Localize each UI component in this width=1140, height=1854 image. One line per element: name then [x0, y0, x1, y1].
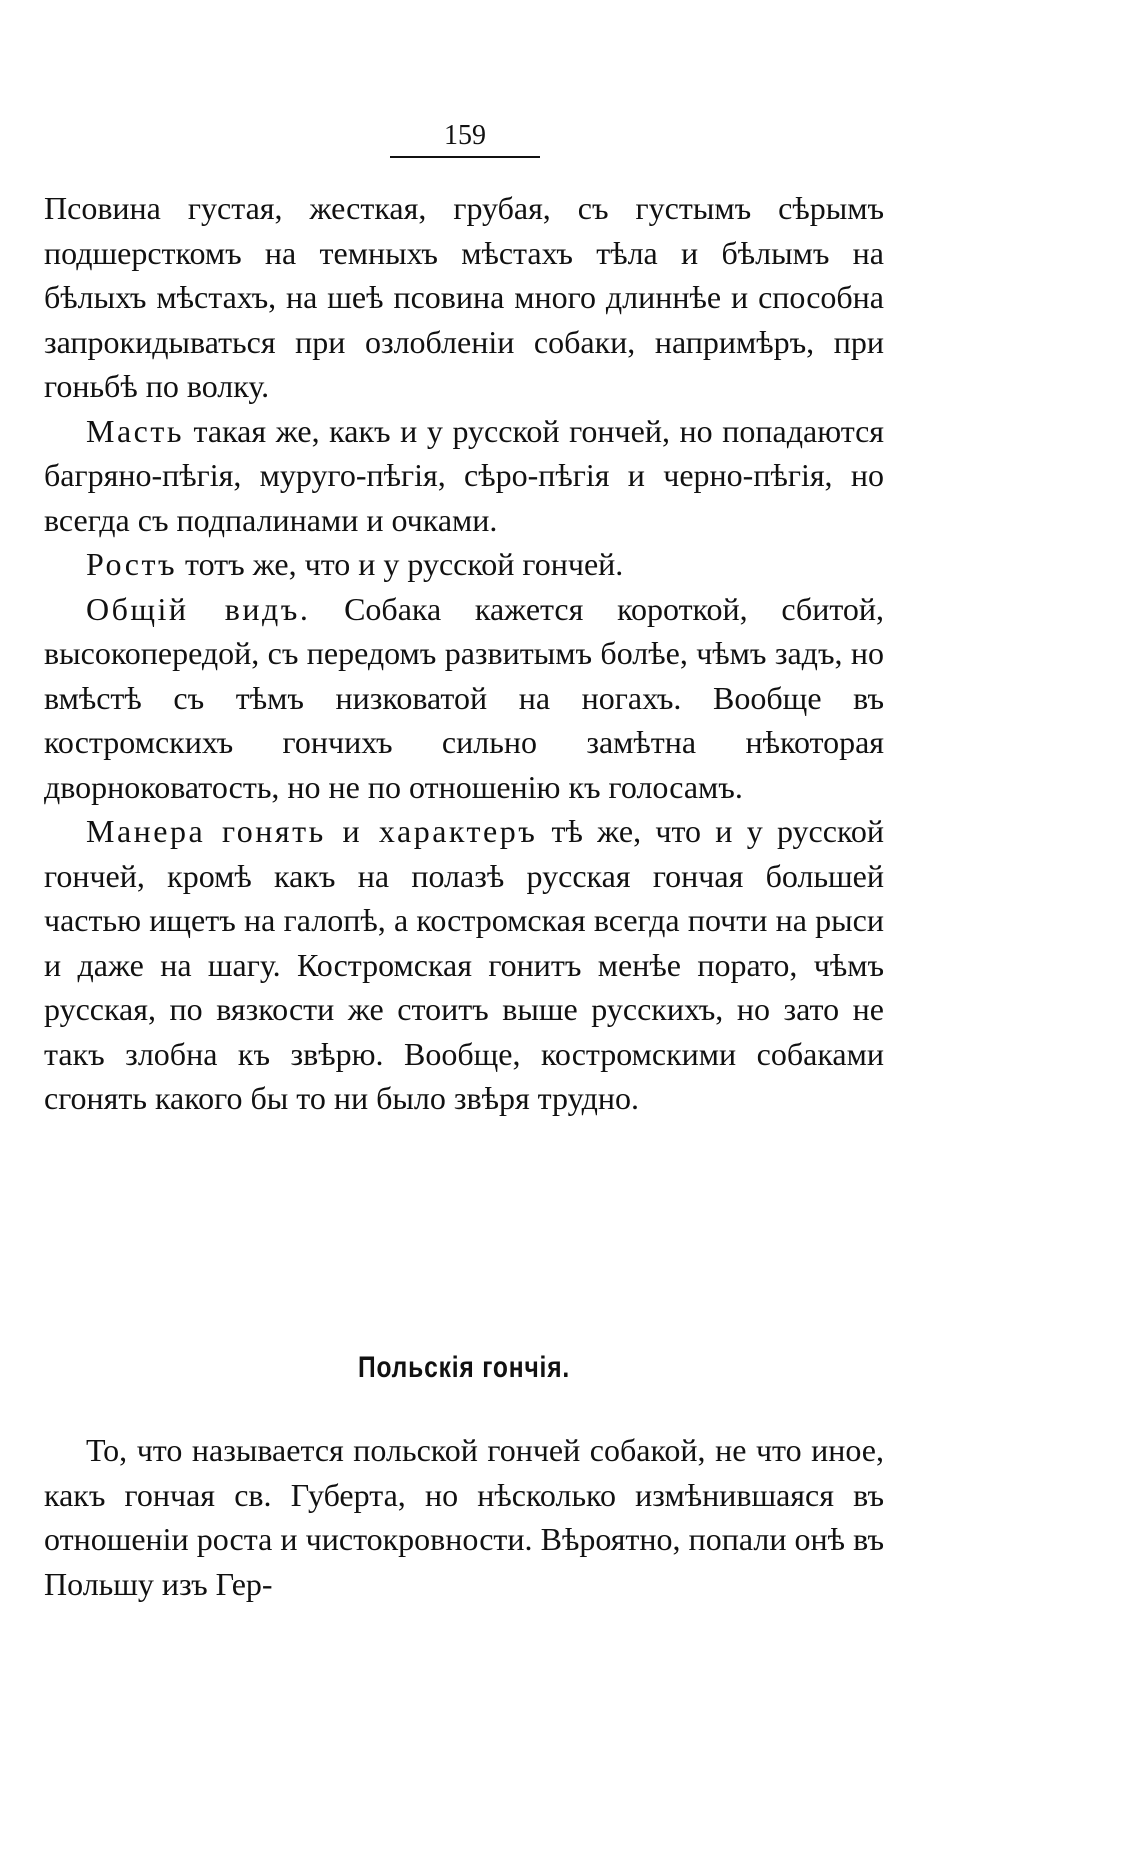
section-heading: Польскія гончія. [357, 1351, 571, 1384]
paragraph-polish-hounds-text: То, что называется польской гончей собакой, не что иное, какъ гончая св. Губерта, но нѣсколько измѣнившаяся въ отношеніи роста и чистокровности. Вѣроятно, попали онѣ въ Польшу изъ Гер- [44, 1432, 884, 1602]
paragraph-height [44, 542, 884, 587]
paragraph-manner [44, 809, 884, 1121]
paragraph-height-text: тотъ же, что и у русской гончей. [177, 546, 624, 582]
paragraph-manner-text: тѣ же, что и у русской гончей, кромѣ какъ на полазѣ русская гончая большей частью ищетъ на галопѣ, а костромская всегда почти на рыси и даже на шагу. Костромская гонитъ менѣе порато, чѣмъ русская, по вязкости же стоитъ выше русскихъ, но зато не такъ злобна къ звѣрю. Вообще, костромскими собаками сгонять какого бы то ни было звѣря трудно. [44, 813, 884, 1116]
paragraph-coat-text: Псовина густая, жесткая, грубая, съ густымъ сѣрымъ подшерсткомъ на темныхъ мѣстахъ тѣла и бѣлымъ на бѣлыхъ мѣстахъ, на шеѣ псовина много длиннѣе и способна запрокидываться при озлобленіи собаки, напримѣръ, при гоньбѣ по волку. [44, 190, 884, 404]
paragraph-manner-lead: Манера гонять и характеръ [86, 813, 538, 849]
page-number-rule [390, 156, 540, 158]
body-text [44, 186, 884, 1121]
paragraph-general-view-lead: Общій видъ. [86, 590, 311, 627]
section-body-text [44, 1428, 884, 1606]
paragraph-general-view-text: Собака кажется короткой, сбитой, высокопередой, съ передомъ развитымъ болѣе, чѣмъ задъ, но вмѣстѣ съ тѣмъ низковатой на ногахъ. Вообще въ костромскихъ гончихъ сильно замѣтна нѣкоторая дворноковатость, но не по отношенію къ голосамъ. [44, 590, 885, 805]
paragraph-color-text: такая же, какъ и у русской гончей, но попадаются багряно-пѣгія, муруго-пѣгія, сѣро-пѣгія и черно-пѣгія, но всегда съ подпалинами и очками. [44, 412, 884, 538]
paragraph-polish-hounds [44, 1428, 884, 1606]
paragraph-color [44, 409, 884, 543]
paragraph-coat [44, 186, 884, 409]
page-number: 159 [444, 120, 486, 151]
paragraph-height-lead: Ростъ [86, 546, 178, 582]
paragraph-general-view [44, 587, 884, 810]
paragraph-color-lead: Масть [86, 412, 184, 449]
